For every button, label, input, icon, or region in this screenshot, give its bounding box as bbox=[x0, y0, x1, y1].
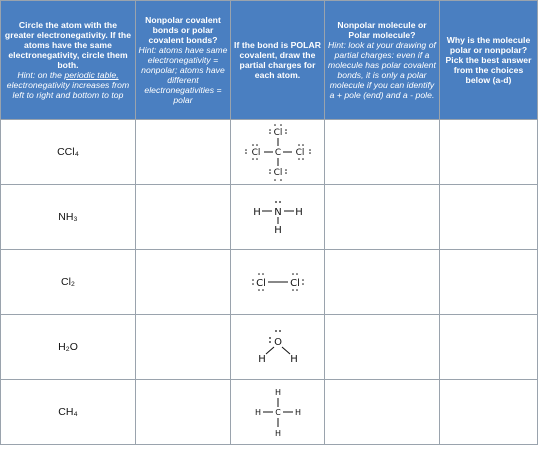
atom-cl-left: Cl bbox=[255, 278, 266, 289]
molecule-polarity-cell[interactable] bbox=[325, 315, 440, 380]
molecule-name-cell[interactable] bbox=[1, 250, 136, 315]
atom-c: C bbox=[274, 148, 281, 158]
molecule-polarity-cell[interactable] bbox=[325, 380, 440, 445]
header-electronegativity-text: Circle the atom with the greater electronegativity. If the atoms have the same electronegativity, circle them both. bbox=[4, 20, 132, 70]
bond-type-cell[interactable] bbox=[136, 120, 231, 185]
atom-h-bottom: H bbox=[273, 225, 282, 236]
structure-cell[interactable] bbox=[231, 380, 325, 445]
atom-h-left: H bbox=[252, 207, 261, 218]
molecule-polarity-cell[interactable] bbox=[325, 120, 440, 185]
reason-cell[interactable] bbox=[440, 250, 538, 315]
molecule-name-cell[interactable] bbox=[1, 380, 136, 445]
atom-cl-left: Cl bbox=[251, 148, 260, 158]
header-bond-type-hint: Hint: atoms have same electronegativity = nonpolar; atoms have different electronegativities = polar bbox=[138, 45, 228, 105]
atom-h-left: H bbox=[254, 408, 261, 417]
periodic-table-link[interactable]: periodic table, bbox=[64, 70, 119, 80]
atom-h-bottom: H bbox=[274, 429, 281, 438]
atom-cl-bottom: Cl bbox=[273, 168, 282, 178]
hint-label: Hint: bbox=[17, 70, 36, 80]
header-molecule-polarity bbox=[325, 1, 440, 120]
header-reason bbox=[440, 1, 538, 120]
header-bond-type bbox=[136, 1, 231, 120]
atom-cl-right: Cl bbox=[289, 278, 300, 289]
molecule-name-cell[interactable] bbox=[1, 315, 136, 380]
molecule-name: H₂O bbox=[58, 341, 78, 353]
header-molecule-polarity-hint: Hint: look at your drawing of partial charges: even if a molecule has polar covalent bonds, it is only a polar molecule if you can identify a + pole (end) and a - pole. bbox=[328, 40, 436, 100]
bond-left bbox=[266, 347, 274, 354]
ch4-lewis-structure bbox=[243, 384, 313, 440]
ccl4-lewis-structure bbox=[235, 121, 321, 183]
table-row bbox=[1, 250, 538, 315]
bond-type-cell[interactable] bbox=[136, 380, 231, 445]
structure-cell[interactable] bbox=[231, 185, 325, 250]
h2o-lewis-structure bbox=[248, 325, 308, 369]
reason-cell[interactable] bbox=[440, 380, 538, 445]
structure-cell[interactable] bbox=[231, 120, 325, 185]
atom-c: C bbox=[274, 408, 281, 417]
atom-h-left: H bbox=[257, 354, 266, 365]
molecule-name-cell[interactable] bbox=[1, 185, 136, 250]
molecule-polarity-cell[interactable] bbox=[325, 250, 440, 315]
reason-cell[interactable] bbox=[440, 185, 538, 250]
lone-pair-dot bbox=[275, 201, 277, 203]
header-row bbox=[1, 1, 538, 120]
hint-pre: on the bbox=[37, 70, 62, 80]
lone-pair-dot bbox=[279, 201, 281, 203]
bond-type-cell[interactable] bbox=[136, 315, 231, 380]
header-molecule-polarity-text: Nonpolar molecule or Polar molecule? bbox=[337, 20, 427, 40]
molecule-name: Cl₂ bbox=[61, 276, 75, 288]
table-row bbox=[1, 380, 538, 445]
atom-n: N bbox=[273, 207, 282, 218]
table-row bbox=[1, 315, 538, 380]
nh3-lewis-structure bbox=[243, 197, 313, 237]
header-bond-type-text: Nonpolar covalent bonds or polar covalent bonds? bbox=[145, 15, 221, 45]
atom-h-right: H bbox=[289, 354, 298, 365]
header-electronegativity-hint bbox=[3, 70, 133, 100]
hint-post: electronegativity increases from left to right and bottom to top bbox=[6, 80, 130, 100]
bond-right bbox=[282, 347, 290, 354]
molecule-name: CCl₄ bbox=[57, 146, 79, 158]
header-partial-charges-text: If the bond is POLAR covalent, draw the partial charges for each atom. bbox=[234, 40, 321, 80]
structure-cell[interactable] bbox=[231, 250, 325, 315]
atom-cl-top: Cl bbox=[273, 128, 282, 138]
molecule-name: NH₃ bbox=[58, 211, 78, 223]
atom-o: O bbox=[273, 337, 282, 348]
bond-type-cell[interactable] bbox=[136, 250, 231, 315]
atom-h-right: H bbox=[294, 207, 303, 218]
header-partial-charges bbox=[231, 1, 325, 120]
header-electronegativity bbox=[1, 1, 136, 120]
atom-cl-right: Cl bbox=[295, 148, 304, 158]
reason-cell[interactable] bbox=[440, 120, 538, 185]
molecule-name: CH₄ bbox=[58, 406, 78, 418]
header-reason-text: Why is the molecule polar or nonpolar? Pick the best answer from the choices below (a-d) bbox=[445, 35, 532, 85]
structure-cell[interactable] bbox=[231, 315, 325, 380]
table-row bbox=[1, 120, 538, 185]
molecule-polarity-cell[interactable] bbox=[325, 185, 440, 250]
table-row bbox=[1, 185, 538, 250]
cl2-lewis-structure bbox=[243, 267, 313, 297]
reason-cell[interactable] bbox=[440, 315, 538, 380]
atom-h-top: H bbox=[274, 388, 281, 397]
molecule-name-cell[interactable] bbox=[1, 120, 136, 185]
atom-h-right: H bbox=[294, 408, 301, 417]
bond-type-cell[interactable] bbox=[136, 185, 231, 250]
